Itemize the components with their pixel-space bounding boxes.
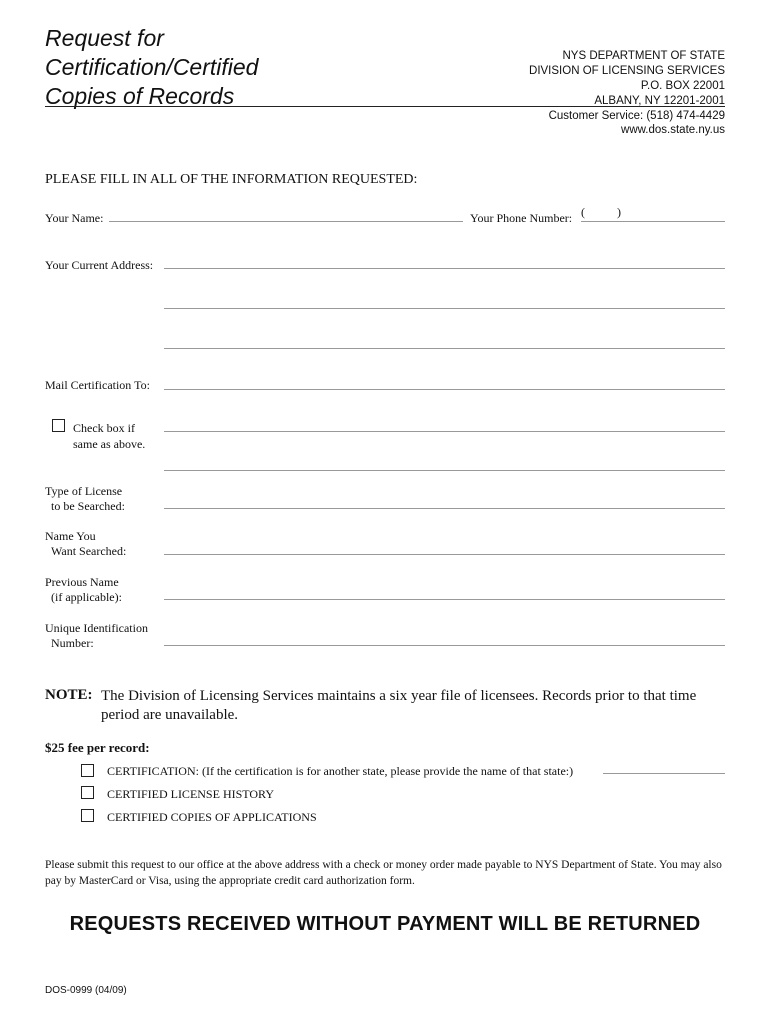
form-number: DOS-0999 (04/09) (45, 985, 127, 996)
agency-line: DIVISION OF LICENSING SERVICES (529, 65, 725, 77)
certification-option-label: CERTIFICATION: (If the certification is for another state, please provide the name of that state:) (107, 764, 574, 778)
title-line: Request for (45, 25, 164, 51)
mail-to-label: Mail Certification To: (45, 378, 150, 392)
mail-to-field-line-2[interactable] (164, 431, 725, 432)
name-searched-field[interactable] (164, 554, 725, 555)
copies-of-applications-checkbox[interactable] (81, 809, 94, 822)
agency-line: P.O. BOX 22001 (640, 80, 725, 92)
address-field-line-1[interactable] (164, 268, 725, 269)
customer-service-phone: Customer Service: (518) 474-4429 (548, 110, 725, 122)
title-line: Copies of Records (45, 83, 235, 109)
phone-field[interactable] (581, 221, 725, 222)
previous-name-label (45, 575, 122, 605)
unique-id-label-line: Unique Identification (45, 621, 148, 635)
mail-to-field-line-3[interactable] (164, 470, 725, 471)
previous-name-label-line: (if applicable): (51, 590, 122, 604)
license-history-option-label: CERTIFIED LICENSE HISTORY (107, 787, 275, 801)
license-type-label (45, 484, 125, 514)
submission-instructions: Please submit this request to our office at the above address with a check or money order made payable to NYS Department of State. You may also pay by MasterCard or Visa, using the appropriate credit card authorization form. (45, 859, 722, 887)
name-searched-label (45, 529, 126, 559)
address-field-line-3[interactable] (164, 348, 725, 349)
form-title (45, 24, 258, 111)
header-divider (45, 106, 725, 107)
your-name-label: Your Name: (45, 211, 104, 225)
same-as-above-checkbox[interactable] (52, 419, 65, 432)
contact-info (549, 109, 725, 137)
license-type-field[interactable] (164, 508, 725, 509)
payment-warning: REQUESTS RECEIVED WITHOUT PAYMENT WILL BE RETURNED (69, 913, 701, 935)
certification-checkbox[interactable] (81, 764, 94, 777)
fee-heading: $25 fee per record: (45, 740, 150, 755)
copies-of-applications-option-label: CERTIFIED COPIES OF APPLICATIONS (107, 810, 317, 824)
instruction-heading: PLEASE FILL IN ALL OF THE INFORMATION REQUESTED: (45, 172, 418, 187)
your-name-field[interactable] (109, 221, 463, 222)
license-type-label-line: to be Searched: (51, 499, 125, 513)
agency-address (529, 49, 725, 109)
other-state-field[interactable] (603, 773, 725, 774)
address-label: Your Current Address: (45, 258, 154, 272)
unique-id-label-line: Number: (51, 636, 94, 650)
agency-line: ALBANY, NY 12201-2001 (594, 95, 725, 107)
note-text: The Division of Licensing Services maintains a six year file of licensees. Records prior to that time period are unavailable. (101, 688, 697, 723)
phone-area-open: ( (581, 205, 585, 219)
name-searched-label-line: Name You (45, 529, 96, 543)
phone-area-close: ) (617, 205, 621, 219)
title-line: Certification/Certified (45, 54, 259, 80)
name-searched-label-line: Want Searched: (51, 544, 127, 558)
previous-name-label-line: Previous Name (45, 575, 119, 589)
address-field-line-2[interactable] (164, 308, 725, 309)
license-history-checkbox[interactable] (81, 786, 94, 799)
same-as-above-label-2: same as above. (73, 437, 146, 451)
unique-id-field[interactable] (164, 645, 725, 646)
website-link[interactable]: www.dos.state.ny.us (621, 124, 725, 136)
same-as-above-label: Check box if (73, 421, 135, 435)
unique-id-label (45, 621, 148, 651)
phone-label: Your Phone Number: (470, 211, 573, 225)
agency-line: NYS DEPARTMENT OF STATE (562, 50, 725, 62)
note-label: NOTE: (45, 687, 93, 703)
previous-name-field[interactable] (164, 599, 725, 600)
license-type-label-line: Type of License (45, 484, 123, 498)
mail-to-field-line-1[interactable] (164, 389, 725, 390)
